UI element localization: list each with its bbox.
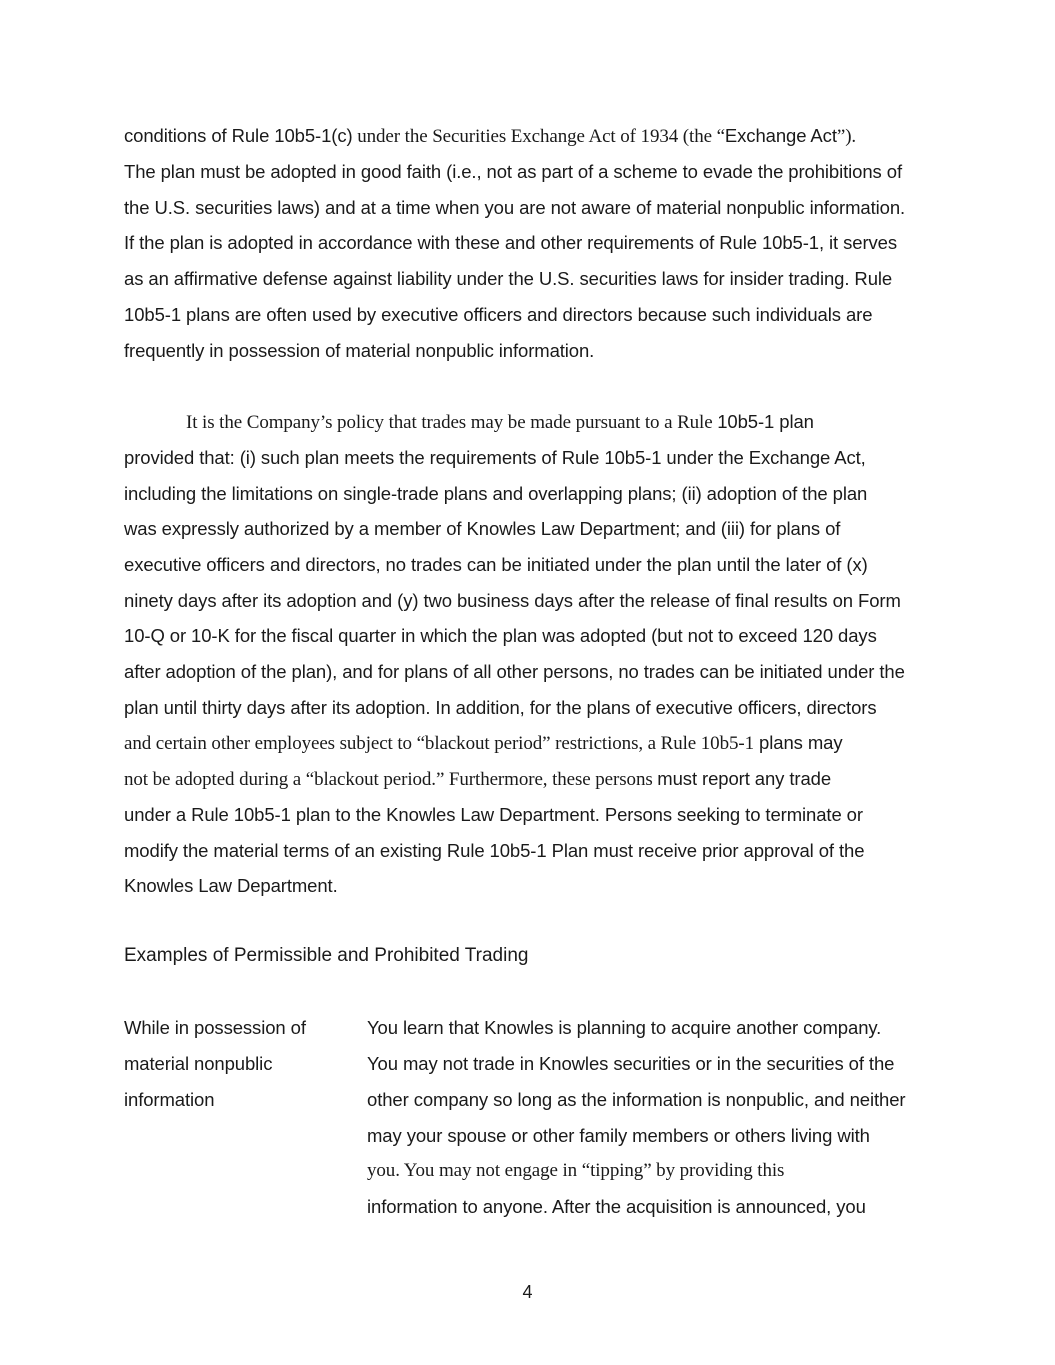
paragraph-2-line-12: under a Rule 10b5-1 plan to the Knowles Law Department. Persons seeking to terminate or (124, 804, 863, 825)
paragraph-1-line-4: If the plan is adopted in accordance with these and other requirements of Rule 10b5-1, it serves (124, 232, 898, 253)
paragraph-1-line-1 (124, 125, 856, 148)
example-text-line-2: You may not trade in Knowles securities or in the securities of the (367, 1053, 895, 1074)
paragraph-1-line-2: The plan must be adopted in good faith (i.e., not as part of a scheme to evade the prohibitions of (124, 161, 902, 182)
text-run: conditions of Rule 10b5-1(c) (124, 125, 353, 146)
paragraph-2-line-7: 10-Q or 10-K for the fiscal quarter in which the plan was adopted (but not to exceed 120 days (124, 625, 877, 646)
text-run: must report any trade (657, 768, 832, 789)
paragraph-2-line-14: Knowles Law Department. (124, 875, 338, 896)
paragraph-2-line-11 (124, 768, 831, 791)
paragraph-1-line-5: as an affirmative defense against liability under the U.S. securities laws for insider trading. Rule (124, 268, 893, 289)
paragraph-2-line-1 (186, 411, 814, 434)
paragraph-2-line-13: modify the material terms of an existing Rule 10b5-1 Plan must receive prior approval of the (124, 840, 865, 861)
example-label-line-3: information (124, 1089, 215, 1110)
text-run: not be adopted during a “blackout period.” Furthermore, these persons (124, 769, 658, 790)
paragraph-1-line-3: the U.S. securities laws) and at a time when you are not aware of material nonpublic information. (124, 197, 906, 218)
section-heading: Examples of Permissible and Prohibited Trading (124, 945, 529, 966)
text-run: ”). (836, 126, 857, 147)
example-label-line-2: material nonpublic (124, 1053, 273, 1074)
text-run: and certain other employees subject to “blackout period” restrictions, a Rule 10b5-1 (124, 733, 755, 754)
example-text-line-5: you. You may not engage in “tipping” by providing this (367, 1160, 785, 1181)
example-text-line-4: may your spouse or other family members or others living with (367, 1125, 870, 1146)
paragraph-2-line-10 (124, 732, 842, 755)
example-text-line-3: other company so long as the information is nonpublic, and neither (367, 1089, 906, 1110)
paragraph-2-line-4: was expressly authorized by a member of Knowles Law Department; and (iii) for plans of (124, 518, 841, 539)
paragraph-2-line-3: including the limitations on single-trade plans and overlapping plans; (ii) adoption of the plan (124, 483, 868, 504)
paragraph-2-line-6: ninety days after its adoption and (y) two business days after the release of final results on Form (124, 590, 901, 611)
page-number: 4 (522, 1282, 533, 1302)
paragraph-2-line-8: after adoption of the plan), and for plans of all other persons, no trades can be initiated under the (124, 661, 905, 682)
paragraph-1-line-7: frequently in possession of material nonpublic information. (124, 340, 595, 361)
text-run: under the Securities Exchange Act of 1934 (the “ (352, 126, 725, 147)
paragraph-1-line-6: 10b5-1 plans are often used by executive officers and directors because such individuals are (124, 304, 873, 325)
paragraph-2-line-2: provided that: (i) such plan meets the requirements of Rule 10b5-1 under the Exchange Act, (124, 447, 866, 468)
example-text-line-1: You learn that Knowles is planning to acquire another company. (367, 1017, 882, 1038)
defined-term: Exchange Act (724, 125, 837, 146)
paragraph-2-line-9: plan until thirty days after its adoption. In addition, for the plans of executive officers, directors (124, 697, 877, 718)
text-run: It is the Company’s policy that trades may be made pursuant to a Rule (186, 412, 718, 433)
text-run: 10b5-1 plan (717, 411, 814, 432)
text-run: plans may (754, 732, 843, 753)
example-label-line-1: While in possession of (124, 1017, 306, 1038)
example-text-line-6: information to anyone. After the acquisition is announced, you (367, 1196, 866, 1217)
paragraph-2-line-5: executive officers and directors, no trades can be initiated under the plan until the later of (x) (124, 554, 868, 575)
